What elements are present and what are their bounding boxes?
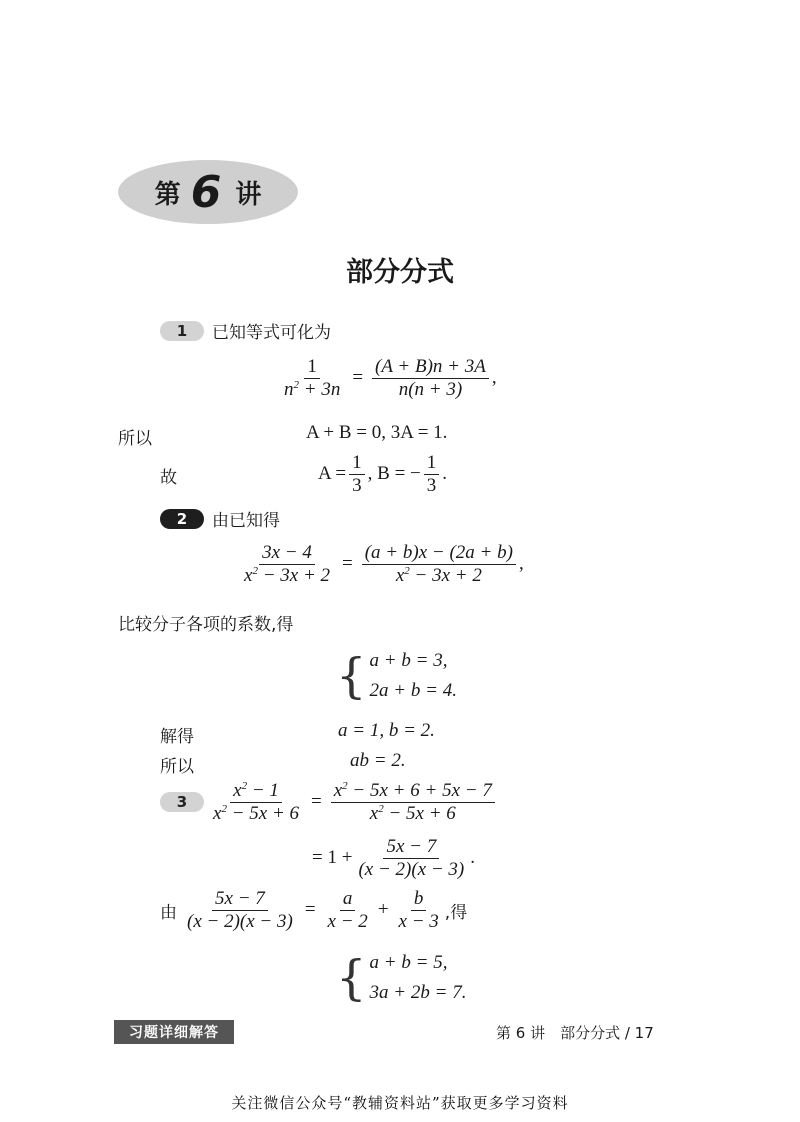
lecture-badge	[118, 160, 298, 224]
fraction	[241, 542, 333, 587]
denominator: n(n + 3)	[398, 378, 463, 400]
conditions-1: A + B = 0, 3A = 1.	[306, 422, 448, 443]
numerator: (a + b)x − (2a + b)	[362, 542, 516, 565]
numerator-rest: − 5x + 6 + 5x − 7	[352, 780, 492, 801]
denominator: $n^2 + 3n$	[284, 378, 341, 400]
denominator: (x − 2)(x − 3)	[187, 910, 293, 932]
label-bijiao: 比较分子各项的系数,得	[118, 615, 294, 635]
numerator-rest: − 1	[251, 780, 279, 801]
problem-badge-1: 1	[160, 321, 204, 341]
fraction	[210, 780, 302, 825]
footer-box: 习题详细解答	[114, 1020, 234, 1044]
brace: {	[336, 950, 367, 1006]
denominator: $x^2 - 3x + 2$	[395, 564, 482, 586]
denominator: x − 2	[327, 910, 368, 932]
system-3	[336, 948, 466, 1008]
problem-3-eq3: 由 $\frac{5x - 7}{(x - 2)(x - 3)}$ = $\frac{a}{x - 2}$ + $\frac{b}{x - 3}$ ,得	[160, 888, 468, 932]
problem-1-intro: 已知等式可化为	[212, 323, 331, 343]
label-suoyi: 所以	[118, 429, 152, 449]
numerator: a	[340, 888, 356, 911]
denominator: 3	[426, 474, 437, 496]
denominator: $x^2 - 5x + 6$	[213, 802, 300, 824]
numerator: 5x − 7	[383, 836, 439, 859]
problem-2-heading	[160, 506, 280, 531]
numerator: $x^2 - 1$	[230, 780, 282, 803]
footer-page-info: 第 6 讲 部分分式 / 17	[496, 1024, 654, 1042]
fraction	[372, 356, 489, 401]
numerator: $x^2 - 5x + 6 + 5x - 7$	[331, 780, 495, 803]
lecture-prefix: 第	[154, 179, 181, 210]
fraction	[355, 836, 467, 881]
system-line: a + b = 5,	[369, 952, 448, 973]
label-gu: 故	[160, 468, 177, 488]
denominator: x − 3	[398, 910, 439, 932]
problem-1-heading	[160, 318, 331, 343]
brace: {	[336, 648, 367, 704]
system-line: a + b = 3,	[369, 650, 448, 671]
numerator: 5x − 7	[212, 888, 268, 911]
fraction	[396, 888, 442, 933]
label-suoyi-2: 所以	[160, 757, 194, 777]
denominator: 3	[352, 474, 362, 496]
fraction	[281, 356, 343, 401]
result-a-label: A =	[318, 463, 347, 485]
problem-badge-3: 3	[160, 792, 204, 812]
system-2	[336, 646, 457, 706]
fraction	[331, 780, 495, 825]
fraction	[362, 542, 516, 587]
problem-3-eq1: 3 $\frac{x^2 - 1}{x^2 - 5x + 6}$ = $\frac{x^2 - 5x + 6 + 5x - 7}{x^2 - 5x + 6}$	[160, 780, 498, 825]
answer-2: ab = 2.	[350, 750, 406, 771]
fraction	[184, 888, 296, 933]
fraction	[325, 888, 371, 933]
numerator: b	[411, 888, 427, 911]
numerator: 1	[349, 452, 365, 475]
fraction	[349, 452, 365, 497]
page-title: 部分分式	[346, 257, 454, 288]
equals-one-plus: = 1 +	[312, 847, 353, 869]
problem-3-eq2: = 1 + $\frac{5x - 7}{(x - 2)(x - 3)}$ .	[312, 836, 476, 880]
watermark: 关注微信公众号“教辅资料站”获取更多学习资料	[231, 1094, 569, 1112]
fraction	[424, 452, 440, 497]
system-line: 3a + 2b = 7.	[369, 982, 467, 1003]
problem-2-intro: 由已知得	[212, 511, 280, 531]
denominator: $x^2 - 3x + 2$	[244, 564, 331, 586]
label-jiede: 解得	[160, 727, 194, 747]
denominator: (x − 2)(x − 3)	[358, 858, 465, 880]
numerator: 3x − 4	[259, 542, 315, 565]
numerator: 1	[424, 452, 440, 475]
lecture-number: 6	[190, 166, 222, 218]
label-you: 由	[160, 902, 177, 923]
problem-badge-2: 2	[160, 509, 204, 529]
system-line: 2a + b = 4.	[369, 680, 457, 701]
numerator: (A + B)n + 3A	[372, 356, 489, 379]
equation-1: $\frac{1}{n^2 + 3n}$ = $\frac{(A + B)n + 3A}{n(n + 3)}$ ,	[278, 356, 497, 401]
solution-2: a = 1, b = 2.	[338, 720, 435, 741]
lecture-suffix: 讲	[235, 179, 262, 210]
result-b-label: , B = −	[367, 463, 421, 485]
numerator: 1	[304, 356, 320, 379]
result-1: A = $\frac{1}{3}$ , B = − $\frac{1}{3}$ .	[318, 452, 447, 496]
denominator: $x^2 - 5x + 6$	[369, 802, 456, 824]
equation-2: $\frac{3x - 4}{x^2 - 3x + 2}$ = $\frac{(a + b)x - (2a + b)}{x^2 - 3x + 2}$ ,	[238, 542, 524, 587]
label-de: ,得	[444, 902, 468, 923]
